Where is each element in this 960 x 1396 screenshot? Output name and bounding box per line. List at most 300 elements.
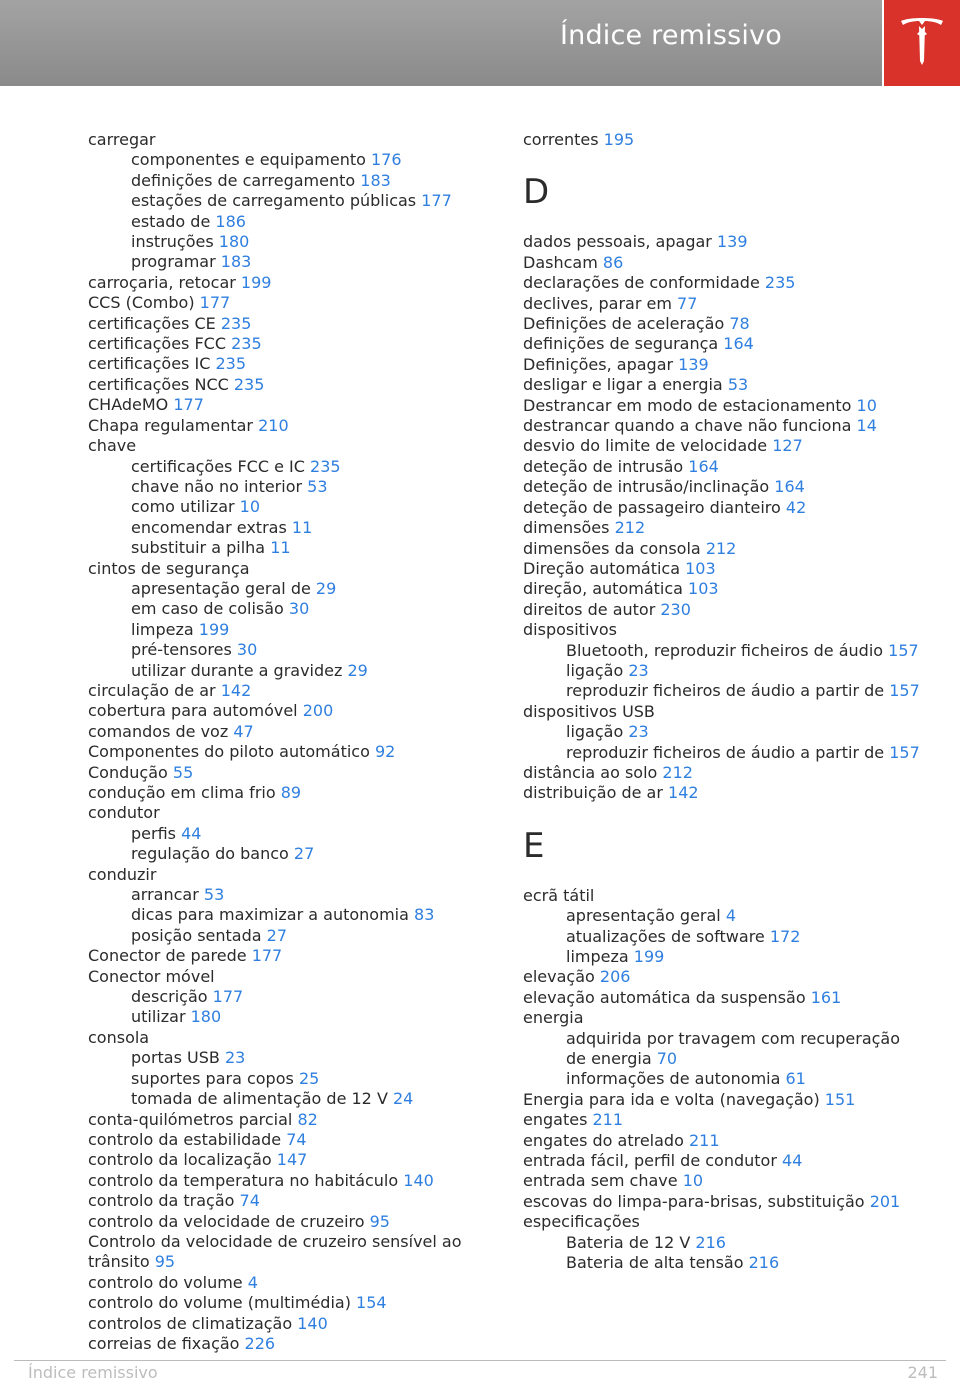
page-link[interactable]: 74 — [286, 1129, 307, 1149]
page-link[interactable]: 139 — [716, 232, 748, 252]
footer-divider — [14, 1360, 946, 1361]
page-link[interactable]: 154 — [356, 1293, 387, 1313]
index-entry — [523, 579, 923, 599]
index-entry — [523, 232, 923, 252]
page-link[interactable]: 177 — [251, 946, 283, 966]
index-entry — [88, 1273, 488, 1293]
entry-term: estado de — [131, 211, 211, 231]
entry-term: Definições, apagar — [523, 354, 674, 374]
page-link[interactable]: 140 — [297, 1313, 328, 1333]
index-subentry — [523, 927, 923, 947]
page-link[interactable]: 42 — [785, 497, 807, 517]
page-link[interactable]: 161 — [810, 987, 842, 1007]
entry-term: tomada de alimentação de 12 V — [131, 1089, 388, 1109]
page-link[interactable]: 199 — [633, 947, 665, 966]
index-entry — [88, 1293, 488, 1313]
index-subentry — [523, 681, 923, 701]
footer-page-number: 241 — [907, 1363, 938, 1382]
page-link[interactable]: 164 — [688, 456, 719, 476]
page-link[interactable]: 211 — [592, 1110, 624, 1130]
entry-term: chave não no interior — [131, 476, 303, 496]
index-entry — [88, 1334, 488, 1354]
entry-term: distância ao solo — [523, 762, 658, 782]
page-link[interactable]: 142 — [668, 783, 699, 803]
index-entry — [523, 334, 923, 354]
page-link[interactable]: 95 — [369, 1211, 390, 1231]
entry-term: entrada sem chave — [523, 1171, 678, 1191]
page-link[interactable]: 30 — [288, 599, 310, 619]
entry-term: elevação automática da suspensão — [523, 987, 806, 1007]
entry-term: consola — [88, 1027, 150, 1047]
index-entry — [88, 273, 488, 293]
entry-term: comandos de voz — [88, 721, 229, 741]
index-entry — [88, 763, 488, 783]
page-link[interactable]: 55 — [172, 762, 194, 782]
index-subentry — [88, 844, 488, 864]
page-link[interactable]: 77 — [677, 293, 698, 313]
entry-term: limpeza — [566, 947, 629, 966]
page-title: Índice remissivo — [559, 20, 782, 51]
index-entry — [523, 1008, 923, 1028]
page-link[interactable]: 200 — [302, 701, 334, 721]
index-subentry — [88, 1007, 488, 1027]
page-link[interactable]: 212 — [614, 518, 646, 538]
entry-term: adquirida por travagem com recuperação de energia — [566, 1028, 901, 1069]
entry-term: deteção de intrusão — [523, 456, 684, 476]
page-link[interactable]: 183 — [220, 252, 252, 272]
page-link[interactable]: 24 — [392, 1089, 414, 1109]
entry-term: conta-quilómetros parcial — [88, 1109, 293, 1129]
index-subentry — [88, 150, 488, 170]
page-link[interactable]: 25 — [298, 1068, 320, 1088]
index-subentry — [523, 743, 923, 763]
entry-term: correntes — [523, 130, 599, 149]
index-entry — [523, 600, 923, 620]
page-link[interactable]: 92 — [374, 742, 396, 762]
entry-term: Controlo da velocidade de cruzeiro sensível ao trânsito — [88, 1231, 462, 1272]
index-subentry — [88, 824, 488, 844]
footer-section-label: Índice remissivo — [28, 1363, 158, 1382]
entry-term: reproduzir ficheiros de áudio a partir de — [566, 742, 885, 762]
entry-term: cintos de segurança — [88, 558, 250, 578]
entry-term: Bateria de 12 V — [566, 1232, 691, 1252]
index-subentry — [88, 926, 488, 946]
index-entry — [88, 1150, 488, 1170]
index-subentry — [88, 171, 488, 191]
entry-term: Conector móvel — [88, 966, 215, 986]
index-entry — [523, 559, 923, 579]
page-link[interactable]: 226 — [244, 1333, 276, 1353]
page-link[interactable]: 29 — [347, 660, 368, 680]
page-link[interactable]: 74 — [239, 1191, 260, 1211]
page-link[interactable]: 44 — [782, 1151, 803, 1171]
page-link[interactable]: 186 — [215, 211, 246, 231]
entry-term: dimensões da consola — [523, 538, 701, 558]
index-subentry — [88, 457, 488, 477]
entry-term: correias de fixação — [88, 1333, 240, 1353]
page-link[interactable]: 177 — [212, 987, 244, 1007]
page-link[interactable]: 235 — [215, 354, 246, 374]
page-link[interactable]: 70 — [656, 1049, 678, 1069]
entry-term: informações de autonomia — [566, 1069, 781, 1089]
entry-term: deteção de intrusão/inclinação — [523, 477, 770, 497]
entry-term: declarações de conformidade — [523, 273, 760, 293]
page-link[interactable]: 235 — [220, 313, 252, 333]
page-link[interactable]: 47 — [233, 721, 254, 741]
entry-term: CHAdeMO — [88, 395, 169, 415]
index-entry — [88, 334, 488, 354]
index-entry — [523, 1090, 923, 1110]
page-link[interactable]: 95 — [154, 1252, 176, 1272]
index-entry — [88, 1130, 488, 1150]
page-link[interactable]: 164 — [723, 334, 754, 354]
page-link[interactable]: 86 — [602, 252, 624, 272]
index-entry — [88, 865, 488, 885]
index-entry — [523, 416, 923, 436]
index-entry — [88, 742, 488, 762]
index-entry — [523, 436, 923, 456]
entry-term: entrada fácil, perfil de condutor — [523, 1151, 777, 1171]
index-entry — [88, 293, 488, 313]
entry-term: direção, automática — [523, 579, 683, 599]
entry-term: estações de carregamento públicas — [131, 191, 417, 211]
page-link[interactable]: 103 — [685, 558, 716, 578]
page-link[interactable]: 61 — [785, 1069, 806, 1089]
index-entry — [88, 1171, 488, 1191]
index-subentry — [523, 1069, 923, 1089]
entry-term: definições de segurança — [523, 334, 719, 354]
index-subentry — [88, 1069, 488, 1089]
page-link[interactable]: 177 — [199, 293, 231, 313]
section-letter: D — [523, 172, 550, 213]
index-entry — [523, 130, 923, 150]
brand-logo-box — [884, 0, 960, 86]
page-link[interactable]: 151 — [824, 1089, 856, 1109]
index-entry — [523, 396, 923, 416]
entry-term: ligação — [566, 660, 624, 680]
entry-term: distribuição de ar — [523, 783, 663, 803]
page-link[interactable]: 11 — [270, 538, 291, 558]
entry-term: certificações IC — [88, 354, 211, 374]
index-subentry — [88, 661, 488, 681]
entry-term: substituir a pilha — [131, 538, 266, 558]
index-entry — [523, 477, 923, 497]
entry-term: controlo do volume (multimédia) — [88, 1293, 351, 1313]
entry-term: certificações CE — [88, 313, 216, 333]
entry-term: certificações FCC — [88, 334, 227, 354]
entry-term: limpeza — [131, 619, 194, 639]
entry-term: Componentes do piloto automático — [88, 742, 370, 762]
entry-term: em caso de colisão — [131, 599, 284, 619]
entry-term: descrição — [131, 987, 208, 1007]
index-entry — [523, 1192, 923, 1212]
entry-term: controlos de climatização — [88, 1313, 293, 1333]
page-link[interactable]: 157 — [889, 681, 920, 701]
entry-term: Destrancar em modo de estacionamento — [523, 395, 852, 415]
index-subentry — [88, 885, 488, 905]
page-link[interactable]: 103 — [688, 579, 719, 599]
entry-term: direitos de autor — [523, 599, 656, 619]
page-link[interactable]: 82 — [297, 1109, 318, 1129]
section-letter: E — [523, 825, 545, 866]
index-subentry — [88, 1089, 488, 1109]
tesla-logo-icon — [897, 15, 947, 69]
entry-term: controlo da estabilidade — [88, 1129, 282, 1149]
entry-term: Condução — [88, 762, 168, 782]
index-entry — [88, 967, 488, 987]
entry-term: Direção automática — [523, 558, 681, 578]
page-link[interactable]: 139 — [678, 354, 709, 374]
entry-term: controlo da velocidade de cruzeiro — [88, 1211, 365, 1231]
page-link[interactable]: 10 — [856, 395, 877, 415]
page-link[interactable]: 157 — [889, 742, 920, 762]
page-header — [0, 0, 882, 86]
index-entry — [523, 783, 923, 803]
entry-term: perfis — [131, 823, 176, 843]
index-subentry — [523, 1029, 923, 1070]
index-entry — [88, 354, 488, 374]
index-subentry — [88, 620, 488, 640]
index-subentry — [88, 477, 488, 497]
page-link[interactable]: 142 — [220, 680, 252, 700]
entry-term: condução em clima frio — [88, 783, 276, 802]
entry-term: chave — [88, 436, 137, 456]
index-entry — [523, 314, 923, 334]
entry-term: Dashcam — [523, 252, 598, 272]
index-entry — [88, 722, 488, 742]
index-column-right — [523, 130, 923, 1274]
index-entry — [523, 886, 923, 906]
page-link[interactable]: 23 — [224, 1048, 246, 1068]
entry-term: circulação de ar — [88, 680, 216, 700]
index-entry — [523, 988, 923, 1008]
page-link[interactable]: 27 — [293, 844, 315, 864]
entry-term: desvio do limite de velocidade — [523, 436, 768, 456]
page-link[interactable]: 235 — [233, 374, 265, 394]
page-link[interactable]: 140 — [403, 1170, 434, 1190]
index-entry — [523, 1212, 923, 1232]
entry-term: apresentação geral — [566, 906, 721, 926]
index-subentry — [88, 599, 488, 619]
page-link[interactable]: 147 — [276, 1150, 308, 1170]
index-subentry — [88, 1048, 488, 1068]
entry-term: apresentação geral de — [131, 578, 311, 598]
page-link[interactable]: 210 — [258, 415, 289, 435]
page-link[interactable]: 211 — [688, 1130, 720, 1150]
page-link[interactable]: 83 — [414, 905, 435, 925]
index-subentry — [88, 579, 488, 599]
page-link[interactable]: 23 — [628, 660, 649, 680]
page-link[interactable]: 180 — [218, 232, 250, 252]
index-entry — [523, 1151, 923, 1171]
entry-term: cobertura para automóvel — [88, 701, 298, 721]
entry-term: dimensões — [523, 518, 610, 538]
entry-term: elevação — [523, 967, 595, 987]
page-link[interactable]: 172 — [769, 926, 801, 946]
index-entry — [88, 395, 488, 415]
page-link[interactable]: 235 — [764, 273, 796, 293]
index-entry — [88, 681, 488, 701]
page-link[interactable]: 27 — [266, 925, 288, 945]
entry-term: engates do atrelado — [523, 1130, 684, 1150]
entry-term: pré-tensores — [131, 640, 232, 660]
page-link[interactable]: 53 — [727, 375, 749, 395]
index-entry — [88, 375, 488, 395]
index-entry — [88, 416, 488, 436]
index-entry — [523, 539, 923, 559]
index-entry — [523, 273, 923, 293]
entry-term: posição sentada — [131, 925, 262, 945]
index-entry — [523, 294, 923, 314]
entry-term: controlo da temperatura no habitáculo — [88, 1170, 399, 1190]
index-entry — [523, 355, 923, 375]
page-link[interactable]: 29 — [315, 578, 337, 598]
page-link[interactable]: 89 — [280, 783, 302, 802]
index-entry — [88, 701, 488, 721]
index-subentry — [523, 641, 923, 661]
entry-term: certificações FCC e IC — [131, 456, 305, 476]
index-entry — [88, 946, 488, 966]
page-link[interactable]: 10 — [239, 497, 261, 517]
index-subentry — [523, 1233, 923, 1253]
entry-term: conduzir — [88, 864, 157, 884]
entry-term: dispositivos USB — [523, 701, 655, 721]
entry-term: Conector de parede — [88, 946, 247, 966]
page-link[interactable]: 30 — [236, 640, 258, 660]
entry-term: arrancar — [131, 885, 199, 905]
page-link[interactable]: 235 — [310, 456, 341, 476]
entry-term: definições de carregamento — [131, 170, 356, 190]
entry-term: utilizar durante a gravidez — [131, 660, 343, 680]
entry-term: instruções — [131, 232, 214, 252]
entry-term: Energia para ida e volta (navegação) — [523, 1089, 820, 1109]
index-subentry — [523, 661, 923, 681]
page-link[interactable]: 199 — [198, 619, 230, 639]
page-link[interactable]: 212 — [662, 762, 693, 782]
index-subentry — [88, 987, 488, 1007]
page-link[interactable]: 78 — [729, 314, 750, 334]
entry-term: controlo da tração — [88, 1191, 235, 1211]
entry-term: deteção de passageiro dianteiro — [523, 497, 781, 517]
index-entry — [523, 1171, 923, 1191]
index-entry — [523, 457, 923, 477]
index-entry — [523, 375, 923, 395]
page-link[interactable]: 216 — [695, 1232, 726, 1252]
entry-term: dados pessoais, apagar — [523, 232, 712, 252]
page-link[interactable]: 216 — [748, 1253, 780, 1273]
entry-term: escovas do limpa-para-brisas, substituição — [523, 1191, 865, 1211]
page-link[interactable]: 10 — [682, 1171, 704, 1191]
page-link[interactable]: 53 — [203, 885, 225, 905]
index-subentry — [523, 947, 923, 967]
index-entry — [88, 1028, 488, 1048]
index-entry — [523, 1131, 923, 1151]
index-entry — [523, 518, 923, 538]
index-entry — [88, 314, 488, 334]
entry-term: Chapa regulamentar — [88, 415, 254, 435]
entry-term: encomendar extras — [131, 517, 287, 537]
entry-term: controlo da localização — [88, 1150, 272, 1170]
page-link[interactable]: 157 — [888, 640, 919, 660]
page-link[interactable]: 195 — [603, 130, 635, 149]
page-link[interactable]: 53 — [307, 476, 328, 496]
page-link[interactable]: 4 — [725, 906, 737, 926]
entry-term: dispositivos — [523, 620, 617, 640]
page-link[interactable]: 176 — [370, 150, 402, 170]
index-subentry — [523, 906, 923, 926]
page-link[interactable]: 14 — [856, 416, 877, 436]
entry-term: Bateria de alta tensão — [566, 1253, 744, 1273]
page-link[interactable]: 4 — [247, 1272, 258, 1292]
entry-term: engates — [523, 1110, 588, 1130]
entry-term: reproduzir ficheiros de áudio a partir de — [566, 681, 885, 701]
index-subentry — [88, 640, 488, 660]
index-entry — [88, 130, 488, 150]
page-link[interactable]: 177 — [173, 395, 204, 415]
entry-term: carroçaria, retocar — [88, 272, 236, 292]
entry-term: certificações NCC — [88, 374, 229, 394]
page-link[interactable]: 212 — [705, 538, 737, 558]
entry-term: CCS (Combo) — [88, 293, 195, 313]
index-entry — [523, 253, 923, 273]
index-subentry — [88, 518, 488, 538]
page-link[interactable]: 201 — [869, 1191, 901, 1211]
index-entry — [523, 763, 923, 783]
page-link[interactable]: 23 — [628, 722, 649, 742]
index-subentry — [88, 497, 488, 517]
index-entry — [88, 803, 488, 823]
index-entry — [88, 1232, 488, 1273]
page-link[interactable]: 230 — [660, 599, 691, 619]
entry-term: portas USB — [131, 1048, 220, 1068]
page-link[interactable]: 11 — [291, 517, 313, 537]
entry-term: declives, parar em — [523, 293, 672, 313]
entry-term: ecrã tátil — [523, 885, 595, 905]
index-entry — [88, 1212, 488, 1232]
entry-term: suportes para copos — [131, 1068, 294, 1088]
index-entry — [88, 1110, 488, 1130]
index-entry — [523, 498, 923, 518]
entry-term: componentes e equipamento — [131, 150, 366, 170]
entry-term: energia — [523, 1008, 584, 1028]
index-entry — [88, 783, 488, 803]
page-link[interactable]: 199 — [240, 272, 272, 292]
page-link[interactable]: 183 — [360, 170, 391, 190]
page-link[interactable]: 164 — [774, 477, 805, 497]
index-entry — [523, 702, 923, 722]
index-entry — [88, 1191, 488, 1211]
index-subentry — [523, 722, 923, 742]
page-link[interactable]: 180 — [190, 1007, 222, 1027]
index-entry — [88, 559, 488, 579]
page-link[interactable]: 177 — [421, 191, 452, 211]
index-column-left — [88, 130, 488, 1354]
entry-term: Bluetooth, reproduzir ficheiros de áudio — [566, 640, 884, 660]
entry-term: controlo do volume — [88, 1272, 243, 1292]
entry-term: ligação — [566, 722, 624, 742]
page-link[interactable]: 44 — [181, 823, 202, 843]
page-link[interactable]: 206 — [599, 967, 631, 987]
page-link[interactable]: 127 — [772, 436, 803, 456]
entry-term: utilizar — [131, 1007, 186, 1027]
index-entry — [523, 1110, 923, 1130]
index-entry — [523, 967, 923, 987]
index-subentry — [88, 538, 488, 558]
entry-term: programar — [131, 252, 216, 272]
index-subentry — [523, 1253, 923, 1273]
entry-term: como utilizar — [131, 497, 235, 517]
page-link[interactable]: 235 — [231, 334, 262, 354]
